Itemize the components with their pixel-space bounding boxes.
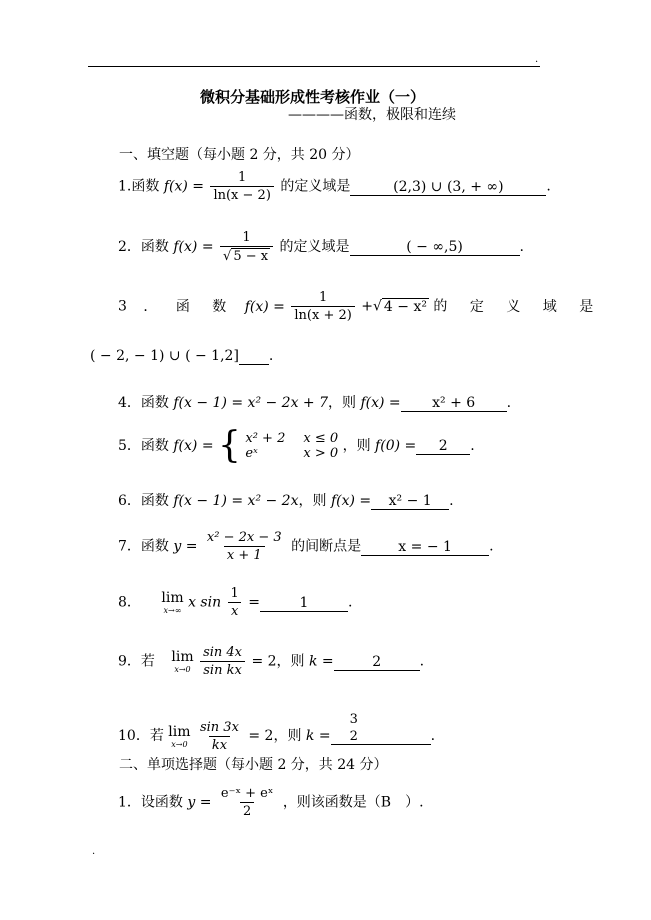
- page-title: 微积分基础形成性考核作业（一）: [200, 88, 426, 106]
- question-5: 5．函数 f(x) = { x² + 2 x ≤ 0 eˣ x > 0 ，则 f(0) = 2 .: [118, 425, 475, 466]
- header-rule: [88, 66, 540, 67]
- section-fill-in-heading: 一、填空题（每小题 2 分，共 20 分）: [119, 147, 360, 163]
- q3-fraction: $\frac{1}{\ln(x + 2)}$: [291, 290, 354, 323]
- q6-answer: x² − 1: [371, 493, 449, 510]
- question-1: 1.函数 f(x) = $\frac{1}{\ln(x - 2)}$ 的定义域是 (2,3) ∪ (3, + ∞) .: [118, 170, 551, 203]
- q5-answer: 2: [416, 438, 470, 455]
- q10-fraction: $\frac{\sin 3x}{kx}$: [199, 719, 239, 753]
- section-choice-heading: 二、单项选择题（每小题 2 分，共 24 分）: [119, 757, 388, 773]
- question-4: 4．函数 f(x − 1) = x² − 2x + 7，则 f(x) = x² + 6 .: [118, 395, 512, 411]
- q9-fraction: $\frac{\sin 4x}{\text{sin kx}}$: [200, 645, 245, 678]
- q2-fraction: $\frac{1}{√ 5 - x}$: [220, 230, 273, 264]
- q8-limit: lim x→∞: [161, 590, 184, 615]
- question-10: 10．若 lim x→0 $\frac{\sin 3x}{kx}$ = 2，则 k = 3 2 .: [118, 712, 436, 753]
- q10-answer-fraction: 3 2: [349, 712, 358, 744]
- q1-number: 1.: [118, 178, 132, 195]
- question-3-answer-line: ( − 2, − 1) ∪ ( − 1,2] .: [90, 348, 274, 364]
- q1-fraction: $\frac{1}{\ln(x - 2)}$: [210, 170, 273, 203]
- question-9: 9．若 lim x→0 $\frac{\sin 4x}{\text{sin kx}}$ = 2，则 k = 2 .: [118, 645, 425, 678]
- question-3: 3 ． 函 数 f(x) = $\frac{1}{\ln(x + 2)}$ +√ 4 − x² 的 定 义 域 是: [118, 290, 594, 323]
- s2q1-fraction: $\frac{\text{e⁻ˣ + eˣ}}{2}$: [220, 786, 274, 819]
- question-2: 2．函数 f(x) = $\frac{1}{√ 5 - x}$ 的定义域是 ( − ∞,5) .: [118, 230, 524, 264]
- q10-answer: [331, 712, 431, 745]
- q5-cases: x² + 2 x ≤ 0 eˣ x > 0: [245, 431, 339, 461]
- choice-question-1: 1．设函数 y = $\frac{\text{e⁻ˣ + eˣ}}{2}$ ，则该函数是（B ）.: [118, 786, 424, 819]
- question-6: 6．函数 f(x − 1) = x² − 2x，则 f(x) = x² − 1 .: [118, 493, 454, 509]
- q3-answer: ( − 2, − 1) ∪ ( − 1,2]: [90, 348, 239, 364]
- q4-answer: x² + 6: [401, 395, 507, 412]
- header-dot: .: [535, 54, 539, 65]
- q9-limit: lim x→0: [171, 649, 194, 674]
- question-8: 8． lim x→∞ x sin $\frac{1}{x}$ = 1 .: [118, 586, 353, 619]
- footer-dot: .: [92, 846, 96, 857]
- q8-answer: 1: [260, 595, 348, 612]
- q8-fraction: $\frac{1}{x}$: [228, 586, 242, 619]
- q7-answer: x = − 1: [361, 539, 489, 556]
- q10-limit: lim x→0: [168, 723, 191, 749]
- q2-answer: ( − ∞,5): [350, 239, 520, 256]
- page-subtitle: ————函数，极限和连续: [288, 107, 456, 123]
- q9-answer: 2: [334, 654, 420, 671]
- q1-answer: (2,3) ∪ (3, + ∞): [350, 179, 546, 196]
- q7-fraction: $\frac{\text{x² − 2x − 3}}{x + 1}$: [206, 530, 282, 563]
- question-7: 7．函数 y = $\frac{\text{x² − 2x − 3}}{x + 1}$ 的间断点是 x = − 1 .: [118, 530, 494, 563]
